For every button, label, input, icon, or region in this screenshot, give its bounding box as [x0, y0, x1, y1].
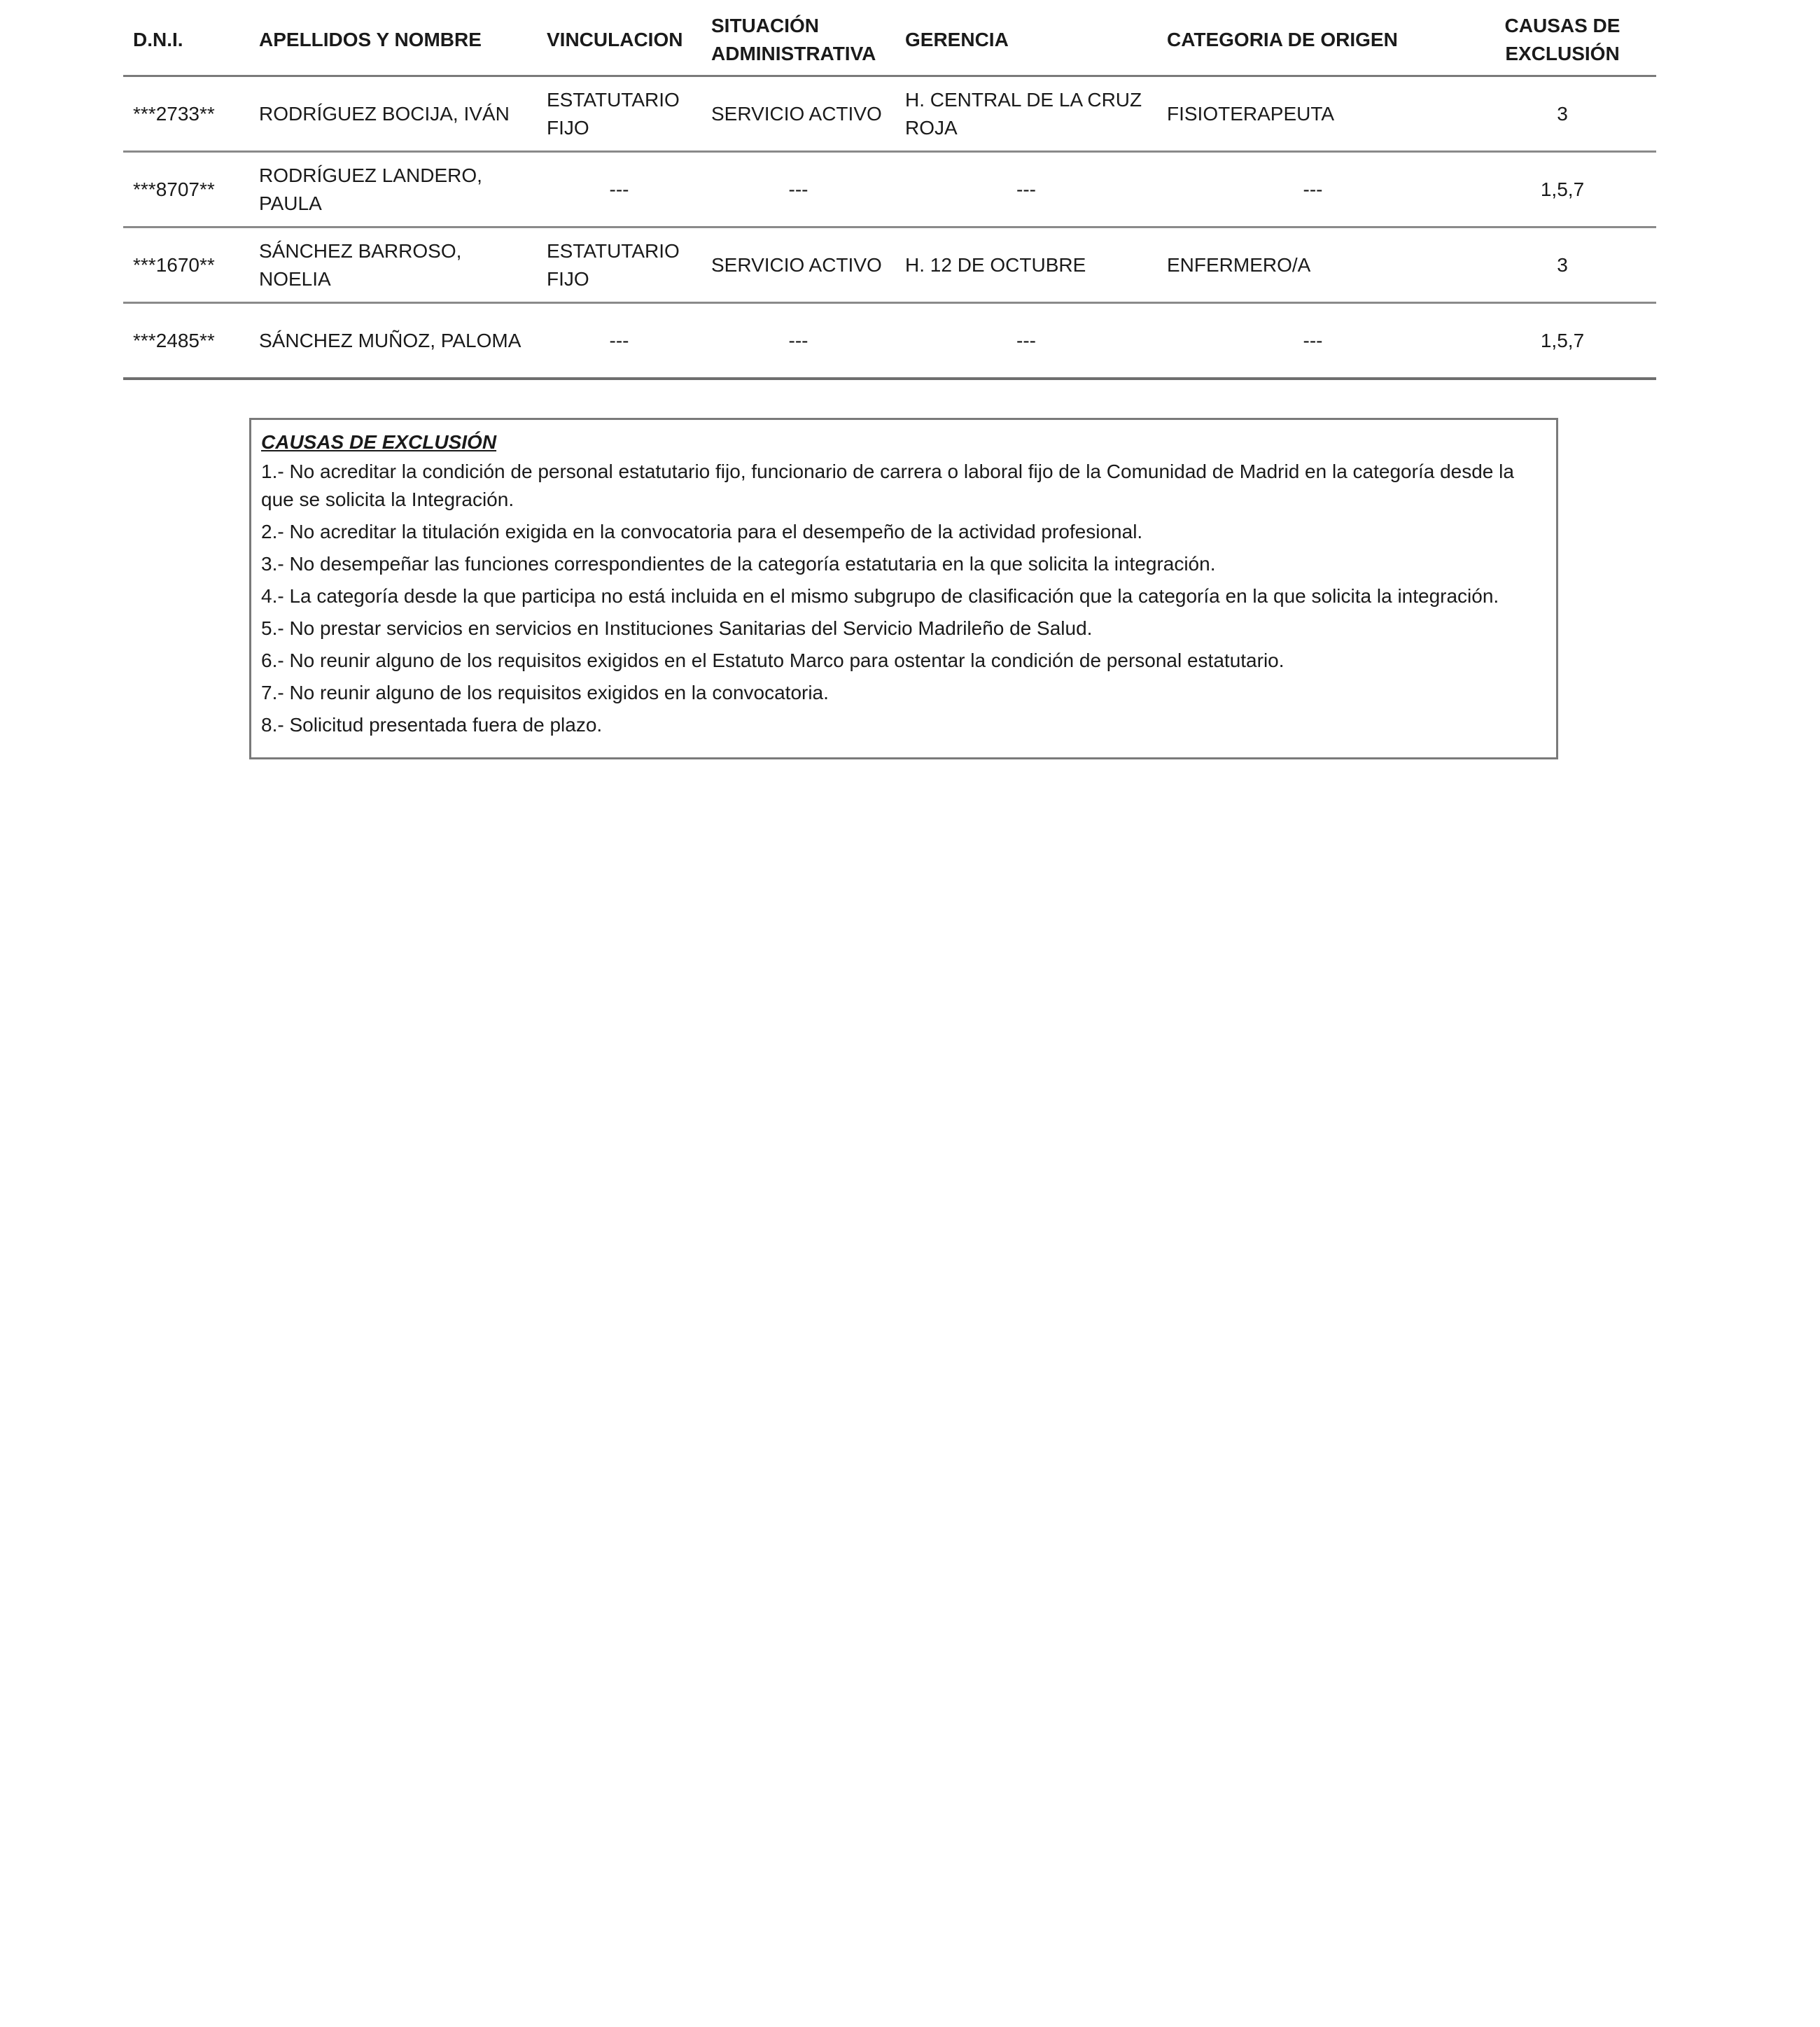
header-nombre: APELLIDOS Y NOMBRE [249, 4, 537, 76]
header-categoria: CATEGORIA DE ORIGEN [1157, 4, 1469, 76]
cell-causas: 3 [1469, 76, 1656, 152]
cell-causas: 3 [1469, 227, 1656, 303]
cell-dni: ***8707** [123, 152, 249, 227]
exclusion-cause-item: 6.- No reunir alguno de los requisitos exigidos en el Estatuto Marco para ostentar la condición de personal estatutario. [261, 650, 1284, 671]
table-row [123, 152, 1656, 227]
cell-dni: ***2485** [123, 303, 249, 379]
exclusion-cause-item: 3.- No desempeñar las funciones correspondientes de la categoría estatutaria en la que solicita la integración. [261, 553, 1216, 575]
cell-gerencia: H. 12 DE OCTUBRE [895, 227, 1157, 303]
cell-situacion: SERVICIO ACTIVO [701, 76, 895, 152]
cell-nombre: SÁNCHEZ BARROSO, NOELIA [249, 227, 537, 303]
header-situacion: SITUACIÓN ADMINISTRATIVA [701, 4, 895, 76]
table-header-row [123, 4, 1656, 76]
cell-situacion: SERVICIO ACTIVO [701, 227, 895, 303]
cell-causas: 1,5,7 [1469, 152, 1656, 227]
cell-gerencia: H. CENTRAL DE LA CRUZ ROJA [895, 76, 1157, 152]
cell-categoria: ENFERMERO/A [1157, 227, 1469, 303]
exclusion-causes-box [249, 418, 1558, 759]
exclusion-cause-item: 7.- No reunir alguno de los requisitos exigidos en la convocatoria. [261, 682, 829, 703]
exclusion-cause-item: 5.- No prestar servicios en servicios en Instituciones Sanitarias del Servicio Madrileño de Salud. [261, 617, 1093, 639]
cell-nombre: RODRÍGUEZ LANDERO, PAULA [249, 152, 537, 227]
cell-categoria: FISIOTERAPEUTA [1157, 76, 1469, 152]
cell-categoria: --- [1157, 152, 1469, 227]
cell-gerencia: --- [895, 303, 1157, 379]
cell-vinculacion: ESTATUTARIO FIJO [537, 227, 701, 303]
header-gerencia: GERENCIA [895, 4, 1157, 76]
cell-categoria: --- [1157, 303, 1469, 379]
cell-gerencia: --- [895, 152, 1157, 227]
exclusion-cause-item: 1.- No acreditar la condición de personal estatutario fijo, funcionario de carrera o laboral fijo de la Comunidad de Madrid en la categoría desde la que se solicita la Integración. [261, 461, 1514, 510]
header-causas: CAUSAS DE EXCLUSIÓN [1469, 4, 1656, 76]
excluded-applicants-table [123, 4, 1656, 380]
header-dni: D.N.I. [123, 4, 249, 76]
cell-nombre: SÁNCHEZ MUÑOZ, PALOMA [249, 303, 537, 379]
cell-nombre: RODRÍGUEZ BOCIJA, IVÁN [249, 76, 537, 152]
exclusion-cause-item: 4.- La categoría desde la que participa no está incluida en el mismo subgrupo de clasificación que la categoría en la que solicita la integración. [261, 585, 1499, 607]
table-row [123, 303, 1656, 379]
exclusion-causes-title: CAUSAS DE EXCLUSIÓN [261, 431, 497, 453]
cell-vinculacion: --- [537, 303, 701, 379]
cell-vinculacion: ESTATUTARIO FIJO [537, 76, 701, 152]
cell-causas: 1,5,7 [1469, 303, 1656, 379]
cell-dni: ***1670** [123, 227, 249, 303]
table-row [123, 76, 1656, 152]
cell-vinculacion: --- [537, 152, 701, 227]
table-row [123, 227, 1656, 303]
cell-situacion: --- [701, 303, 895, 379]
exclusion-cause-item: 8.- Solicitud presentada fuera de plazo. [261, 714, 603, 736]
cell-situacion: --- [701, 152, 895, 227]
exclusion-cause-item: 2.- No acreditar la titulación exigida en la convocatoria para el desempeño de la actividad profesional. [261, 521, 1143, 542]
cell-dni: ***2733** [123, 76, 249, 152]
header-vinculacion: VINCULACION [537, 4, 701, 76]
